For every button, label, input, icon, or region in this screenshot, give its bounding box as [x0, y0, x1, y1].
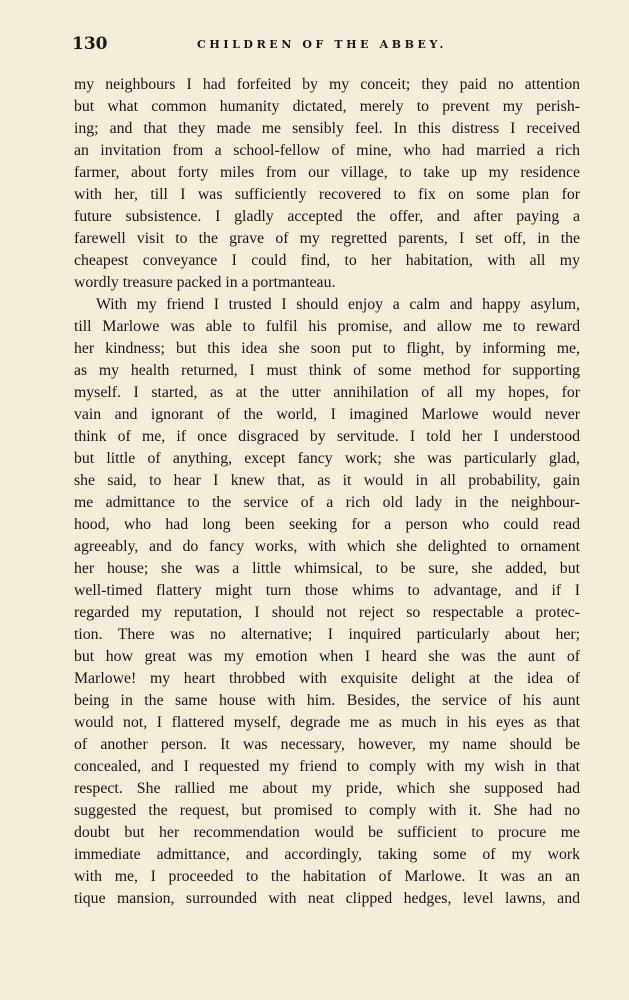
text-line: myself. I started, as at the utter annihilation of all my hopes, for: [74, 384, 580, 401]
text-line: With my friend I trusted I should enjoy a calm and happy asylum,: [96, 296, 580, 313]
body-text: [74, 74, 580, 910]
text-line: hood, who had long been seeking for a person who could read: [74, 516, 580, 533]
text-line: respect. She rallied me about my pride, which she supposed had: [74, 780, 580, 797]
text-line: immediate admittance, and accordingly, taking some of my work: [74, 846, 580, 863]
text-line: being in the same house with him. Besides, the service of his aunt: [74, 692, 580, 709]
text-line: future subsistence. I gladly accepted the offer, and after paying a: [74, 208, 580, 225]
text-line: but how great was my emotion when I heard she was the aunt of: [74, 648, 580, 665]
text-line: but little of anything, except fancy work; she was particularly glad,: [74, 450, 580, 467]
text-line: tion. There was no alternative; I inquired particularly about her;: [74, 626, 580, 643]
text-line: Marlowe! my heart throbbed with exquisite delight at the idea of: [74, 670, 580, 687]
text-line: think of me, if once disgraced by servitude. I told her I understood: [74, 428, 580, 445]
text-line: with her, till I was sufficiently recovered to fix on some plan for: [74, 186, 580, 203]
text-line: as my health returned, I must think of some method for supporting: [74, 362, 580, 379]
text-line: well-timed flattery might turn those whims to advantage, and if I: [74, 582, 580, 599]
text-line: concealed, and I requested my friend to comply with my wish in that: [74, 758, 580, 775]
text-line: agreeably, and do fancy works, with which she delighted to ornament: [74, 538, 580, 555]
paragraph-2: [74, 294, 580, 910]
paragraph-1: [74, 74, 580, 294]
text-line: but what common humanity dictated, merely to prevent my perish-: [74, 98, 580, 115]
page-number: 130: [72, 34, 108, 54]
text-line: of another person. It was necessary, however, my name should be: [74, 736, 580, 753]
text-line: till Marlowe was able to fulfil his promise, and allow me to reward: [74, 318, 580, 335]
text-line: her kindness; but this idea she soon put to flight, by informing me,: [74, 340, 580, 357]
text-line: an invitation from a school-fellow of mine, who had married a rich: [74, 142, 580, 159]
text-line: would not, I flattered myself, degrade me as much in his eyes as that: [74, 714, 580, 731]
text-line: doubt but her recommendation would be sufficient to procure me: [74, 824, 580, 841]
text-line: wordly treasure packed in a portmanteau.: [74, 274, 336, 291]
text-line: she said, to hear I knew that, as it would in all probability, gain: [74, 472, 580, 489]
text-line: farewell visit to the grave of my regretted parents, I set off, in the: [74, 230, 580, 247]
text-line: ing; and that they made me sensibly feel. In this distress I received: [74, 120, 580, 137]
text-line: me admittance to the service of a rich old lady in the neighbour-: [74, 494, 580, 511]
text-line: farmer, about forty miles from our village, to take up my residence: [74, 164, 580, 181]
text-line: her house; she was a little whimsical, to be sure, she added, but: [74, 560, 580, 577]
text-line: my neighbours I had forfeited by my conceit; they paid no attention: [74, 76, 580, 93]
text-line: cheapest conveyance I could find, to her habitation, with all my: [74, 252, 580, 269]
page-header: [72, 34, 612, 58]
text-line: suggested the request, but promised to comply with it. She had no: [74, 802, 580, 819]
running-title: CHILDREN OF THE ABBEY.: [197, 38, 447, 51]
text-line: vain and ignorant of the world, I imagined Marlowe would never: [74, 406, 580, 423]
text-line: tique mansion, surrounded with neat clipped hedges, level lawns, and: [74, 890, 580, 907]
text-line: with me, I proceeded to the habitation of Marlowe. It was an an: [74, 868, 580, 885]
text-line: regarded my reputation, I should not reject so respectable a protec-: [74, 604, 580, 621]
